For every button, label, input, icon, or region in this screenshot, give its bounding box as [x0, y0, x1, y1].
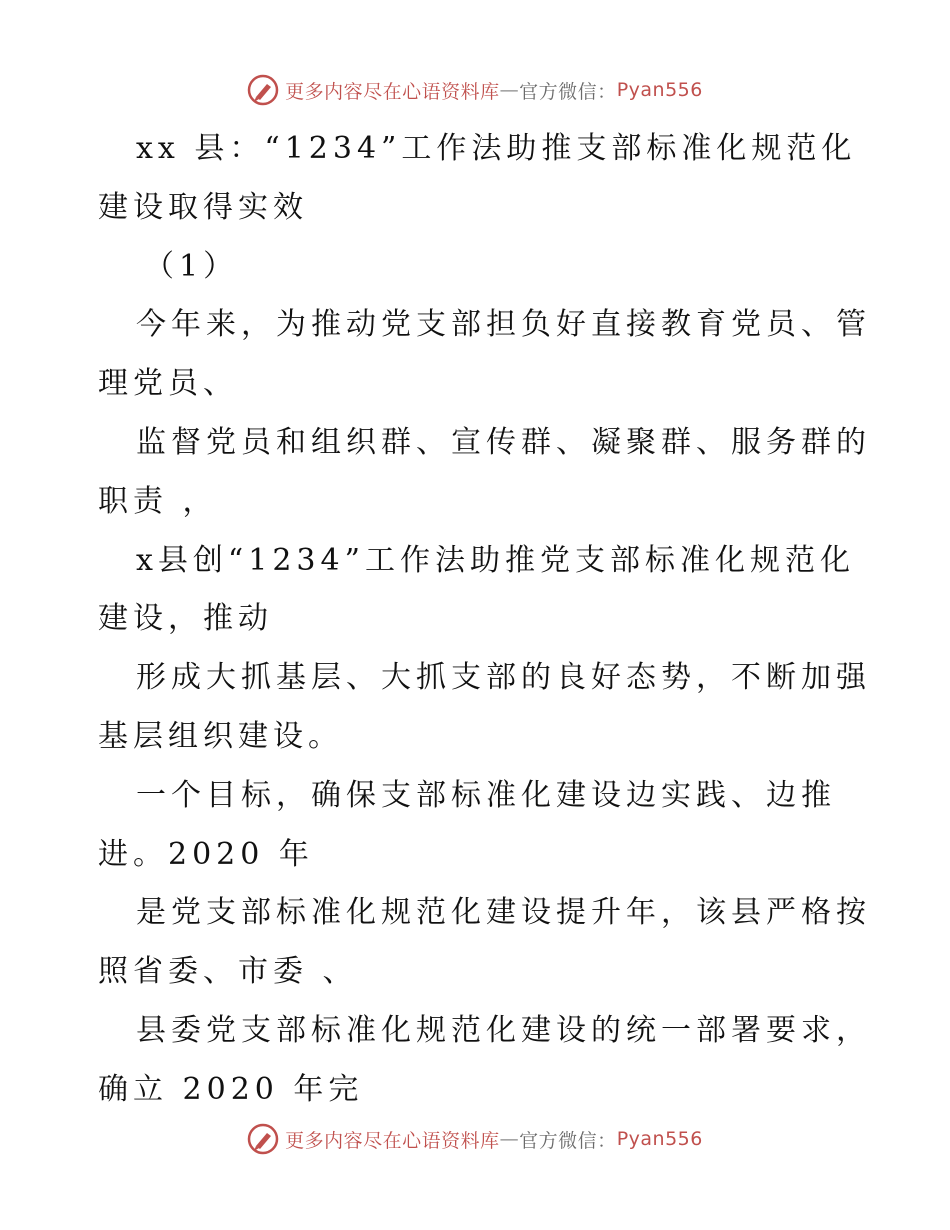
- header-banner: [0, 70, 950, 110]
- paragraph-line: 基层组织建设。: [98, 718, 343, 754]
- paragraph-line: 照省委、市委 、: [98, 954, 358, 990]
- footer-site-text: 更多内容尽在心语资料库: [285, 1129, 500, 1152]
- paragraph-line: 县委党支部标准化规范化建设的统一部署要求，: [136, 1012, 871, 1048]
- footer-dash: —: [499, 1128, 520, 1150]
- header-dash: —: [499, 79, 520, 101]
- paragraph-line: x县创“1234”工作法助推党支部标准化规范化: [136, 542, 855, 578]
- paragraph-line: 进。2020 年: [98, 836, 314, 872]
- doc-title-line-1: xx 县：“1234”工作法助推支部标准化规范化: [136, 131, 857, 166]
- paragraph-line: 确立 2020 年完: [98, 1071, 364, 1107]
- paragraph-line: 理党员、: [98, 366, 238, 402]
- footer-wechat-label: 官方微信：: [519, 1129, 617, 1152]
- header-wechat-id: Pyan556: [616, 79, 703, 101]
- header-wechat-label: 官方微信：: [519, 80, 617, 103]
- header-site-text: 更多内容尽在心语资料库: [285, 80, 500, 103]
- footer-wechat-id: Pyan556: [616, 1128, 703, 1150]
- doc-title-line-2: 建设取得实效: [98, 189, 308, 225]
- paragraph-line: 监督党员和组织群、宣传群、凝聚群、服务群的: [136, 424, 871, 460]
- paragraph-line: 职责 ，: [98, 483, 218, 519]
- pen-logo-icon: [247, 1123, 279, 1155]
- paragraph-line: 一个目标，确保支部标准化建设边实践、边推: [136, 777, 836, 813]
- paragraph-line: 建设，推动: [98, 601, 273, 637]
- document-body: [98, 120, 871, 1120]
- footer-banner: [0, 1119, 950, 1159]
- pen-logo-icon: [247, 74, 279, 106]
- section-number: （1）: [144, 248, 239, 284]
- paragraph-line: 形成大抓基层、大抓支部的良好态势，不断加强: [136, 660, 871, 696]
- paragraph-line: 是党支部标准化规范化建设提升年，该县严格按: [136, 895, 871, 931]
- paragraph-line: 今年来，为推动党支部担负好直接教育党员、管: [136, 307, 871, 343]
